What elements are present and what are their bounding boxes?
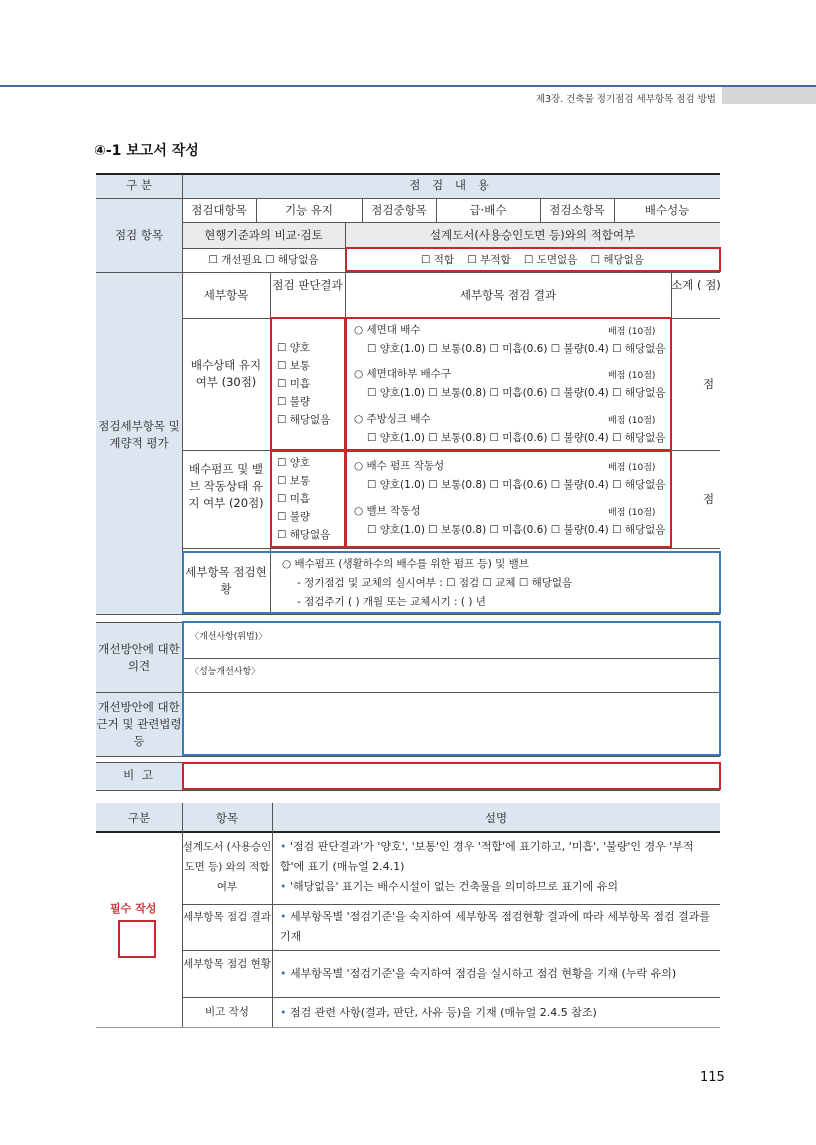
result2-highlight [345,450,672,548]
check-score-2: 배점 (10점) [608,371,656,381]
middle-value: 급·배수 [469,203,507,217]
status-line-3[interactable]: - 점검주기 ( ) 개월 또는 교체시기 : ( ) 년 [297,596,486,608]
guide-col-item: 항목 [215,811,239,825]
judge2-good[interactable]: ☐ 양호 [277,457,311,469]
check-item-4: ○ 배수 펌프 작동성 [354,460,445,472]
guide-desc-1a: • '점검 판단결과'가 '양호', '보통'인 경우 '적합'에 표기하고, '미흡', '불량'인 경우 '부적합'에 표기 (매뉴얼 2.4.1) [280,840,694,873]
check-score-1: 배점 (10점) [608,327,656,337]
section-title: ④-1 보고서 작성 [94,143,199,159]
check-item-5: ○ 밸브 작동성 [354,505,421,517]
judge2-normal[interactable]: ☐ 보통 [277,475,311,487]
judge1-bad[interactable]: ☐ 불량 [277,396,311,408]
judge1-poor[interactable]: ☐ 미흡 [277,378,311,390]
remark-input[interactable] [182,762,721,790]
opinion-performance: 〈성능개선사항〉 [190,667,261,677]
compare-label: 현행기준과의 비교·검토 [204,228,323,242]
minor-value: 배수성능 [644,203,690,217]
hdr-result: 세부항목 점검 결과 [459,288,557,302]
guide-item-3: 세부항목 점검 현황 [183,958,271,970]
guide-item-2: 세부항목 점검 결과 [183,911,271,923]
hdr-subitem: 세부항목 [203,288,249,302]
design-options-highlight [345,247,721,272]
subtotal-points-1: 점 [703,377,715,391]
major-value: 기능 유지 [284,203,334,217]
judge2-bad[interactable]: ☐ 불량 [277,511,311,523]
guide-desc-4: • 점검 관련 사항(결과, 판단, 사유 등)을 기재 (매뉴얼 2.4.5 참조) [280,1006,597,1019]
subitem-1: 배수상태 유지 여부 (30점) [190,358,262,389]
guide-desc-3: • 세부항목별 '점검기준'을 숙지하여 점검을 실시하고 점검 현황을 기재 (누락 유의) [280,967,677,980]
guide-desc-1b: • '해당없음' 표기는 배수시설이 없는 건축물을 의미하므로 표기에 유의 [280,880,619,893]
guide-desc-2: • 세부항목별 '점검기준'을 숙지하여 세부항목 점검현황 결과에 따라 세부항목 점검 결과를 기재 [280,910,711,943]
check-score-5: 배점 (10점) [608,508,656,518]
opinion-highlight[interactable] [182,621,721,756]
subtotal-points-2: 점 [703,492,715,506]
guide-col-gubun: 구분 [127,811,151,825]
check-item-2: ○ 세면대하부 배수구 [354,368,451,380]
grade-line-4[interactable]: ☐ 양호(1.0) ☐ 보통(0.8) ☐ 미흡(0.6) ☐ 불량(0.4) ☐ 해당없음 [367,479,666,491]
judge1-normal[interactable]: ☐ 보통 [277,360,311,372]
minor-label: 점검소항목 [549,203,605,217]
judge2-na[interactable]: ☐ 해당없음 [277,529,331,541]
grade-line-5[interactable]: ☐ 양호(1.0) ☐ 보통(0.8) ☐ 미흡(0.6) ☐ 불량(0.4) ☐ 해당없음 [367,524,666,536]
judge2-poor[interactable]: ☐ 미흡 [277,493,311,505]
result1-highlight [345,317,672,451]
judge1-na[interactable]: ☐ 해당없음 [277,414,331,426]
check-item-3: ○ 주방싱크 배수 [354,413,431,425]
middle-label: 점검중항목 [371,203,427,217]
major-label: 점검대항목 [191,203,247,217]
compare-options[interactable]: ☐ 개선필요 ☐ 해당없음 [208,254,319,266]
header-rule [0,85,816,87]
status-highlight [182,551,721,614]
grade-line-3[interactable]: ☐ 양호(1.0) ☐ 보통(0.8) ☐ 미흡(0.6) ☐ 불량(0.4) ☐ 해당없음 [367,432,666,444]
opinion-label: 개선방안에 대한 의견 [98,642,180,673]
basis-label: 개선방안에 대한 근거 및 관련법령 등 [96,700,182,748]
guide-col-desc: 설명 [484,811,508,825]
judge1-good[interactable]: ☐ 양호 [277,342,311,354]
hdr-subtotal: 소계 ( 점) [671,278,721,292]
page-number: 115 [700,1070,725,1085]
guide-item-1: 설계도서 (사용승인도면 등) 와의 적합여부 [182,841,272,893]
subitem-2: 배수펌프 및 밸브 작동상태 유지 여부 (20점) [188,462,264,510]
status-line-1: ○ 배수펌프 (생활하수의 배수를 위한 펌프 등) 및 밸브 [282,558,529,570]
design-label: 설계도서(사용승인도면 등)와의 적합여부 [429,228,636,242]
design-options[interactable]: ☐ 적합 ☐ 부적합 ☐ 도면없음 ☐ 해당없음 [421,254,644,266]
judge2-highlight [270,450,346,548]
remark-label: 비 고 [123,768,155,782]
status-line-2[interactable]: - 정기점검 및 교체의 실시여부 : ☐ 점검 ☐ 교체 ☐ 해당없음 [297,577,573,589]
col-gubun: 구 분 [126,178,152,192]
mandatory-box [118,920,156,958]
status-label: 세부항목 점검현황 [185,565,267,596]
check-score-3: 배점 (10점) [608,416,656,426]
mandatory-label: 필수 작성 [110,902,157,915]
judge1-highlight [270,317,346,451]
header-tab [722,87,816,104]
check-score-4: 배점 (10점) [608,463,656,473]
detail-eval-label: 점검세부항목 및 계량적 평가 [98,419,180,450]
grade-line-1[interactable]: ☐ 양호(1.0) ☐ 보통(0.8) ☐ 미흡(0.6) ☐ 불량(0.4) ☐ 해당없음 [367,343,666,355]
grade-line-2[interactable]: ☐ 양호(1.0) ☐ 보통(0.8) ☐ 미흡(0.6) ☐ 불량(0.4) ☐ 해당없음 [367,387,666,399]
check-item-1: ○ 세면대 배수 [354,324,421,336]
running-header: 제3장. 건축물 정기점검 세부항목 점검 방법 [535,94,716,105]
hdr-judge: 점검 판단결과 [272,278,343,292]
col-content: 점 검 내 용 [409,178,493,192]
opinion-violation: 〈개선사항(위법)〉 [190,632,268,642]
item-label: 점검 항목 [114,228,164,242]
guide-item-4: 비고 작성 [205,1006,249,1018]
